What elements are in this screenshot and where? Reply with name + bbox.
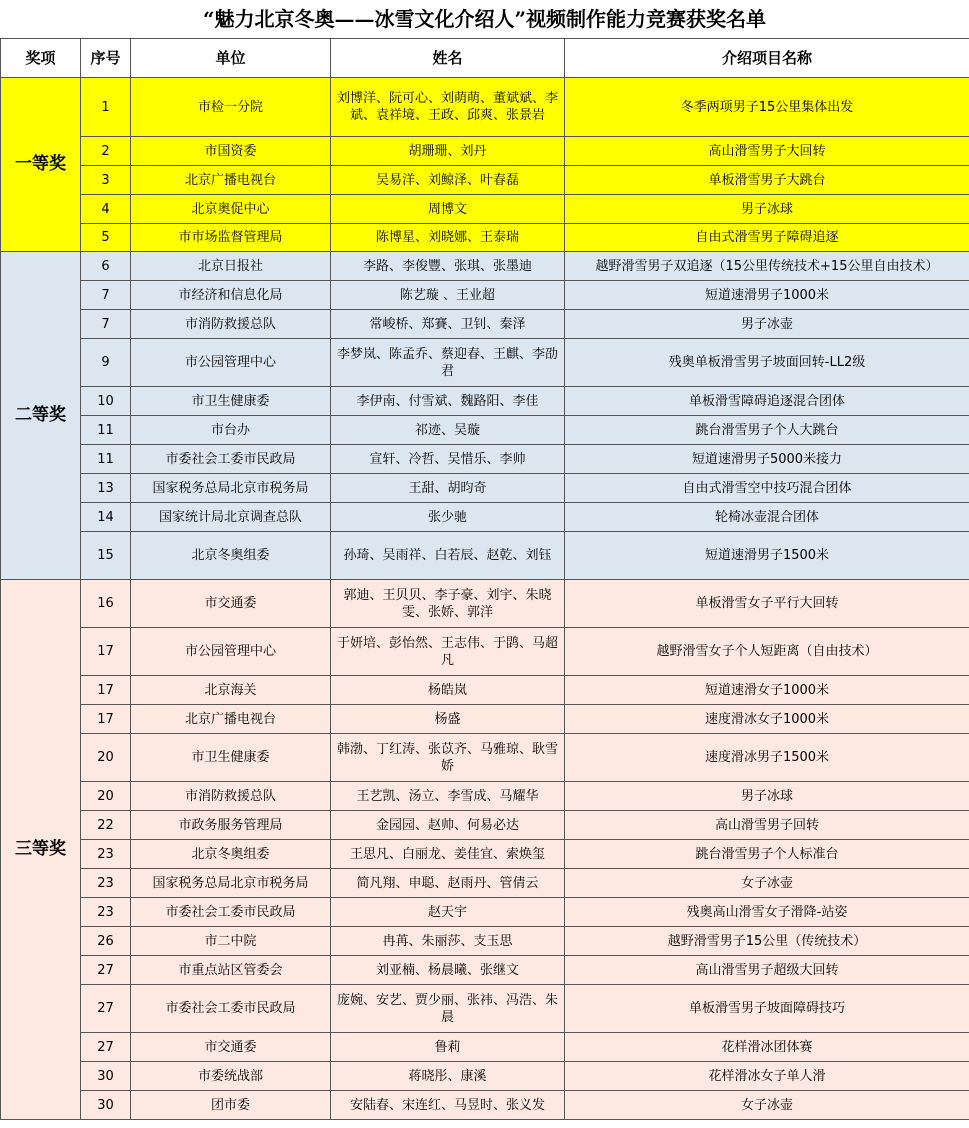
names-cell: 李伊南、付雪斌、魏路阳、李佳 [331, 387, 565, 416]
page-title: “魅力北京冬奥——冰雪文化介绍人”视频制作能力竞赛获奖名单 [202, 7, 766, 31]
number-cell: 7 [81, 310, 131, 339]
table-row [1, 310, 969, 339]
table-row [1, 1091, 969, 1120]
header-number: 序号 [81, 39, 131, 78]
table-row [1, 705, 969, 734]
project-cell: 冬季两项男子15公里集体出发 [565, 78, 969, 137]
names-cell: 刘博洋、阮可心、刘萌萌、董斌斌、李斌、袁祥境、王政、邱爽、张景岩 [331, 78, 565, 137]
names-cell: 韩渤、丁红涛、张苡齐、马雅琼、耿雪娇 [331, 734, 565, 782]
unit-cell: 北京广播电视台 [131, 705, 331, 734]
names-cell: 李路、李俊豐、张琪、张墨迪 [331, 252, 565, 281]
unit-cell: 市重点站区管委会 [131, 956, 331, 985]
number-cell: 17 [81, 628, 131, 676]
number-cell: 1 [81, 78, 131, 137]
names-cell: 孙琦、吴雨祥、白若辰、赵乾、刘钰 [331, 532, 565, 580]
award-cell: 一等奖 [1, 78, 81, 252]
number-cell: 23 [81, 898, 131, 927]
unit-cell: 市台办 [131, 416, 331, 445]
names-cell: 鲁莉 [331, 1033, 565, 1062]
table-row [1, 580, 969, 628]
names-cell: 陈艺璇 、王业超 [331, 281, 565, 310]
number-cell: 6 [81, 252, 131, 281]
project-cell: 越野滑雪男子15公里（传统技术） [565, 927, 969, 956]
names-cell: 陈博星、刘晓娜、王泰瑞 [331, 224, 565, 252]
names-cell: 王艺凯、汤立、李雪成、马耀华 [331, 782, 565, 811]
unit-cell: 市委社会工委市民政局 [131, 985, 331, 1033]
project-cell: 花样滑冰女子单人滑 [565, 1062, 969, 1091]
table-row [1, 503, 969, 532]
number-cell: 9 [81, 339, 131, 387]
project-cell: 跳台滑雪男子个人标准台 [565, 840, 969, 869]
unit-cell: 国家税务总局北京市税务局 [131, 869, 331, 898]
project-cell: 高山滑雪男子回转 [565, 811, 969, 840]
number-cell: 26 [81, 927, 131, 956]
number-cell: 15 [81, 532, 131, 580]
project-cell: 自由式滑雪空中技巧混合团体 [565, 474, 969, 503]
table-row [1, 1062, 969, 1091]
number-cell: 23 [81, 840, 131, 869]
unit-cell: 北京日报社 [131, 252, 331, 281]
table-row [1, 416, 969, 445]
project-cell: 高山滑雪男子超级大回转 [565, 956, 969, 985]
project-cell: 高山滑雪男子大回转 [565, 137, 969, 166]
award-table [0, 38, 969, 1120]
number-cell: 11 [81, 445, 131, 474]
award-cell: 三等奖 [1, 580, 81, 1120]
unit-cell: 市检一分院 [131, 78, 331, 137]
header-row [1, 39, 969, 78]
number-cell: 27 [81, 985, 131, 1033]
table-row [1, 224, 969, 252]
names-cell: 杨盛 [331, 705, 565, 734]
project-cell: 短道速滑女子1000米 [565, 676, 969, 705]
table-row [1, 1033, 969, 1062]
number-cell: 20 [81, 734, 131, 782]
number-cell: 17 [81, 705, 131, 734]
table-row [1, 985, 969, 1033]
table-row [1, 339, 969, 387]
names-cell: 简凡翔、申聪、赵雨丹、管倩云 [331, 869, 565, 898]
project-cell: 越野滑雪女子个人短距离（自由技术） [565, 628, 969, 676]
header-unit: 单位 [131, 39, 331, 78]
project-cell: 轮椅冰壶混合团体 [565, 503, 969, 532]
table-row [1, 195, 969, 224]
project-cell: 单板滑雪男子大跳台 [565, 166, 969, 195]
names-cell: 安陆春、宋连红、马昱时、张义发 [331, 1091, 565, 1120]
names-cell: 王甜、胡昀奇 [331, 474, 565, 503]
table-row [1, 734, 969, 782]
table-row [1, 474, 969, 503]
names-cell: 郭迪、王贝贝、李子豪、刘宇、朱晓雯、张娇、郭洋 [331, 580, 565, 628]
unit-cell: 市二中院 [131, 927, 331, 956]
number-cell: 13 [81, 474, 131, 503]
project-cell: 短道速滑男子1000米 [565, 281, 969, 310]
names-cell: 周博文 [331, 195, 565, 224]
number-cell: 16 [81, 580, 131, 628]
table-row [1, 956, 969, 985]
names-cell: 蒋晓彤、康溪 [331, 1062, 565, 1091]
unit-cell: 国家统计局北京调查总队 [131, 503, 331, 532]
table-row [1, 927, 969, 956]
names-cell: 胡珊珊、刘丹 [331, 137, 565, 166]
table-row [1, 445, 969, 474]
table-row [1, 840, 969, 869]
unit-cell: 北京冬奥组委 [131, 532, 331, 580]
project-cell: 越野滑雪男子双追逐（15公里传统技术+15公里自由技术） [565, 252, 969, 281]
unit-cell: 市卫生健康委 [131, 734, 331, 782]
names-cell: 于妍培、彭怡然、王志伟、于鹍、马超凡 [331, 628, 565, 676]
names-cell: 杨皓岚 [331, 676, 565, 705]
names-cell: 冉苒、朱丽莎、支玉思 [331, 927, 565, 956]
unit-cell: 市政务服务管理局 [131, 811, 331, 840]
project-cell: 速度滑冰男子1500米 [565, 734, 969, 782]
unit-cell: 市交通委 [131, 580, 331, 628]
unit-cell: 市国资委 [131, 137, 331, 166]
award-cell: 二等奖 [1, 252, 81, 580]
number-cell: 11 [81, 416, 131, 445]
table-row [1, 869, 969, 898]
names-cell: 张少驰 [331, 503, 565, 532]
table-row [1, 166, 969, 195]
unit-cell: 市市场监督管理局 [131, 224, 331, 252]
number-cell: 22 [81, 811, 131, 840]
table-row [1, 532, 969, 580]
table-row [1, 811, 969, 840]
unit-cell: 北京广播电视台 [131, 166, 331, 195]
project-cell: 残奥高山滑雪女子滑降-站姿 [565, 898, 969, 927]
number-cell: 27 [81, 1033, 131, 1062]
unit-cell: 市委社会工委市民政局 [131, 898, 331, 927]
header-award: 奖项 [1, 39, 81, 78]
table-row [1, 387, 969, 416]
table-row [1, 78, 969, 137]
names-cell: 王思凡、白丽龙、姜佳宜、索焕玺 [331, 840, 565, 869]
table-row [1, 281, 969, 310]
project-cell: 单板滑雪女子平行大回转 [565, 580, 969, 628]
table-row [1, 252, 969, 281]
number-cell: 30 [81, 1062, 131, 1091]
number-cell: 17 [81, 676, 131, 705]
number-cell: 20 [81, 782, 131, 811]
header-names: 姓名 [331, 39, 565, 78]
unit-cell: 北京奥促中心 [131, 195, 331, 224]
unit-cell: 市消防救援总队 [131, 782, 331, 811]
table-row [1, 137, 969, 166]
project-cell: 女子冰壶 [565, 869, 969, 898]
unit-cell: 北京海关 [131, 676, 331, 705]
unit-cell: 市公园管理中心 [131, 339, 331, 387]
names-cell: 常峻桥、郑賽、卫钊、秦泽 [331, 310, 565, 339]
names-cell: 宣轩、冷哲、吴惜乐、李帅 [331, 445, 565, 474]
unit-cell: 团市委 [131, 1091, 331, 1120]
unit-cell: 市消防救援总队 [131, 310, 331, 339]
names-cell: 吴易洋、刘鲸泽、叶春磊 [331, 166, 565, 195]
number-cell: 27 [81, 956, 131, 985]
table-row [1, 898, 969, 927]
project-cell: 男子冰球 [565, 782, 969, 811]
number-cell: 5 [81, 224, 131, 252]
names-cell: 赵天宇 [331, 898, 565, 927]
unit-cell: 市委社会工委市民政局 [131, 445, 331, 474]
project-cell: 男子冰球 [565, 195, 969, 224]
project-cell: 男子冰壶 [565, 310, 969, 339]
unit-cell: 市委统战部 [131, 1062, 331, 1091]
project-cell: 单板滑雪男子坡面障碍技巧 [565, 985, 969, 1033]
project-cell: 速度滑冰女子1000米 [565, 705, 969, 734]
project-cell: 短道速滑男子5000米接力 [565, 445, 969, 474]
unit-cell: 市卫生健康委 [131, 387, 331, 416]
number-cell: 4 [81, 195, 131, 224]
names-cell: 庞婉、安艺、贾少丽、张祎、冯浩、朱晨 [331, 985, 565, 1033]
header-project: 介绍项目名称 [565, 39, 969, 78]
number-cell: 7 [81, 281, 131, 310]
unit-cell: 国家税务总局北京市税务局 [131, 474, 331, 503]
names-cell: 金园园、赵帅、何易必达 [331, 811, 565, 840]
project-cell: 花样滑冰团体赛 [565, 1033, 969, 1062]
table-row [1, 676, 969, 705]
number-cell: 30 [81, 1091, 131, 1120]
number-cell: 3 [81, 166, 131, 195]
unit-cell: 市经济和信息化局 [131, 281, 331, 310]
table-body [1, 78, 969, 1120]
project-cell: 跳台滑雪男子个人大跳台 [565, 416, 969, 445]
number-cell: 14 [81, 503, 131, 532]
project-cell: 残奥单板滑雪男子坡面回转-LL2级 [565, 339, 969, 387]
unit-cell: 北京冬奥组委 [131, 840, 331, 869]
project-cell: 短道速滑男子1500米 [565, 532, 969, 580]
table-row [1, 782, 969, 811]
names-cell: 祁迹、吴璇 [331, 416, 565, 445]
number-cell: 10 [81, 387, 131, 416]
project-cell: 单板滑雪障碍追逐混合团体 [565, 387, 969, 416]
table-row [1, 628, 969, 676]
project-cell: 自由式滑雪男子障碍追逐 [565, 224, 969, 252]
unit-cell: 市公园管理中心 [131, 628, 331, 676]
project-cell: 女子冰壶 [565, 1091, 969, 1120]
names-cell: 李梦岚、陈孟乔、蔡迎春、王麒、李劭君 [331, 339, 565, 387]
unit-cell: 市交通委 [131, 1033, 331, 1062]
names-cell: 刘亚楠、杨晨曦、张继文 [331, 956, 565, 985]
number-cell: 2 [81, 137, 131, 166]
number-cell: 23 [81, 869, 131, 898]
